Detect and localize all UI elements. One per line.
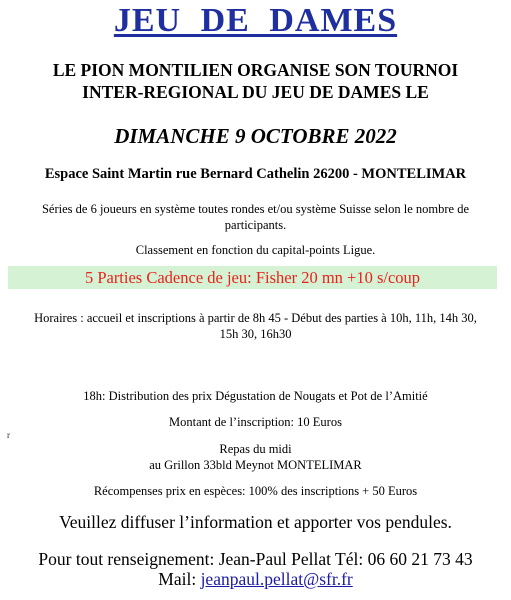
page-title: JEU DE DAMES	[113, 2, 398, 39]
mail-label: Mail:	[158, 569, 201, 589]
horaires-line-1: Horaires : accueil et inscriptions à partir de 8h 45 - Début des parties à 10h, 11h, 14h 30,	[34, 311, 477, 325]
classement-text: Classement en fonction du capital-points Ligue.	[135, 243, 376, 257]
series-line-2: participants.	[224, 218, 287, 232]
venue-address: Espace Saint Martin rue Bernard Cathelin 26200 - MONTELIMAR	[44, 166, 467, 182]
lunch-line-1: Repas du midi	[219, 442, 292, 456]
contact-text: Pour tout renseignement: Jean-Paul Pellat Tél: 06 60 21 73 43	[38, 549, 473, 569]
cadence-banner: 5 Parties Cadence de jeu: Fisher 20 mn +10 s/coup	[8, 266, 497, 289]
spread-info-text: Veuillez diffuser l’information et apporter vos pendules.	[59, 512, 452, 532]
email-link[interactable]: jeanpaul.pellat@sfr.fr	[200, 569, 353, 589]
organizer-line-1: LE PION MONTILIEN ORGANISE SON TOURNOI	[52, 60, 459, 80]
stray-mark: r	[7, 430, 10, 440]
prize-distribution: 18h: Distribution des prix Dégustation de Nougats et Pot de l’Amitié	[83, 389, 428, 403]
organizer-line-2: INTER-REGIONAL DU JEU DE DAMES LE	[82, 82, 429, 102]
rewards-text: Récompenses prix en espèces: 100% des inscriptions + 50 Euros	[93, 484, 418, 498]
event-date: DIMANCHE 9 OCTOBRE 2022	[114, 124, 397, 148]
series-line-1: Séries de 6 joueurs en système toutes rondes et/ou système Suisse selon le nombre de	[41, 202, 469, 216]
mail-line	[0, 569, 511, 590]
lunch-line-2: au Grillon 33bld Meynot MONTELIMAR	[149, 458, 362, 472]
horaires-line-2: 15h 30, 16h30	[219, 327, 292, 341]
registration-fee: Montant de l’inscription: 10 Euros	[169, 415, 342, 429]
